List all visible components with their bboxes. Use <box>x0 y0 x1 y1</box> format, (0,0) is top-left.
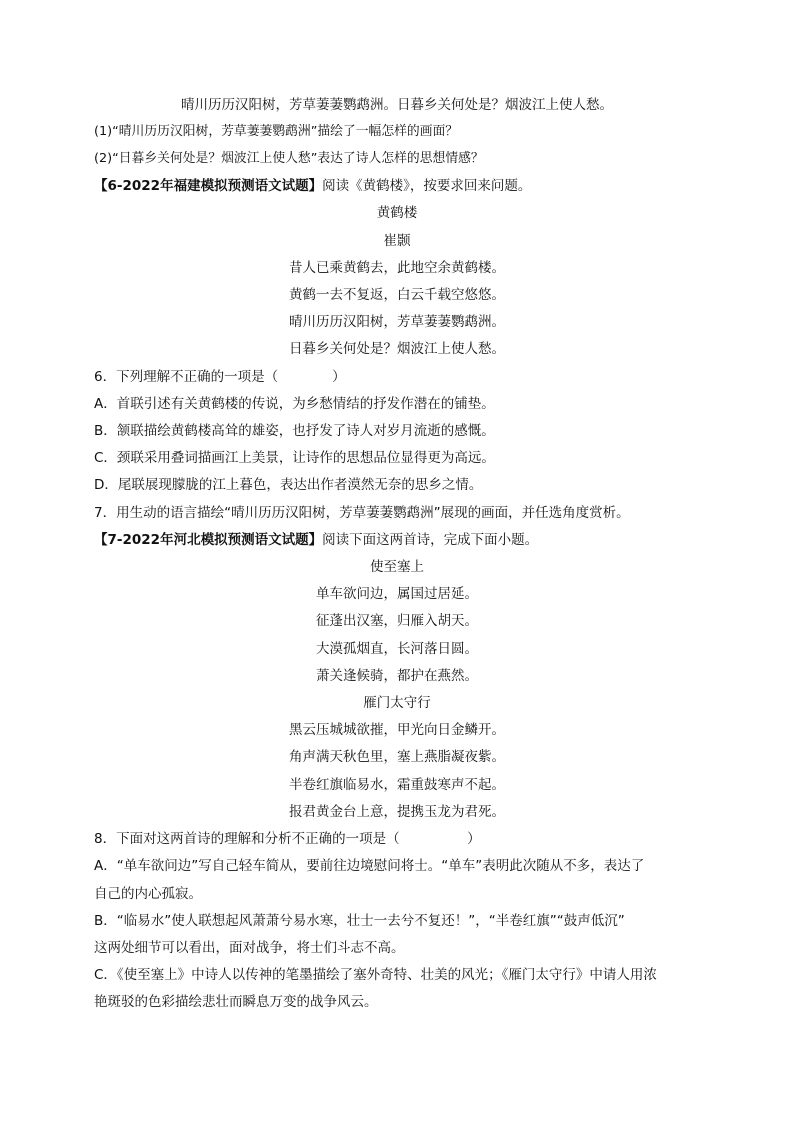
section-heading-6 <box>94 177 531 195</box>
option-b-line-1: B．“临易水”使人联想起风萧萧兮易水寒，壮士一去兮不复还！”，“半卷红旗”“鼓声低沉” <box>94 913 625 929</box>
poem-line: 角声满天秋色里，塞上燕脂凝夜紫。 <box>289 749 505 765</box>
section-heading-7 <box>94 531 538 549</box>
poem-line: 黄鹤一去不复返，白云千载空悠悠。 <box>289 287 505 303</box>
question-7: 7．用生动的语言描绘“晴川历历汉阳树，芳草萋萋鹦鹉洲”展现的画面，并任选角度赏析。 <box>94 505 630 521</box>
section-source-6: 【6-2022年福建模拟预测语文试题】 <box>94 178 323 194</box>
poem-line: 日暮乡关何处是？烟波江上使人愁。 <box>289 341 505 357</box>
section-instruction-6: 阅读《黄鹤楼》，按要求回来问题。 <box>322 178 532 194</box>
question-1: (1)“晴川历历汉阳树，芳草萋萋鹦鹉洲”描绘了一幅怎样的画面？ <box>94 124 459 139</box>
option-b: B．颔联描绘黄鹤楼高耸的雄姿，也抒发了诗人对岁月流逝的感慨。 <box>94 423 495 439</box>
option-c-line-1: C．《使至塞上》中诗人以传神的笔墨描绘了塞外奇特、壮美的风光；《雁门太守行》中请人用浓 <box>94 967 657 983</box>
poem-title-shizhisaishang: 使至塞上 <box>370 559 424 575</box>
poem-line: 大漠孤烟直，长河落日圆。 <box>316 641 478 657</box>
option-c: C．颈联采用叠词描画江上美景，让诗作的思想品位显得更为高远。 <box>94 450 495 466</box>
poem-line: 征蓬出汉塞，归雁入胡天。 <box>316 613 478 629</box>
question-6: 6．下列理解不正确的一项是（ ） <box>94 369 346 385</box>
poem-line: 报君黄金台上意，提携玉龙为君死。 <box>289 804 505 820</box>
section-source-7: 【7-2022年河北模拟预测语文试题】 <box>94 532 323 548</box>
poem-title-huanghelou: 黄鹤楼 <box>376 205 418 221</box>
option-a-line-2: 自己的内心孤寂。 <box>94 886 202 902</box>
poem-excerpt-line: 晴川历历汉阳树，芳草萋萋鹦鹉洲。日暮乡关何处是？烟波江上使人愁。 <box>181 97 613 113</box>
option-c-line-2: 艳斑驳的色彩描绘悲壮而瞬息万变的战争风云。 <box>94 994 378 1010</box>
poem-line: 昔人已乘黄鹤去，此地空余黄鹤楼。 <box>289 260 505 276</box>
option-d: D．尾联展现朦胧的江上暮色，表达出作者漠然无奈的思乡之情。 <box>94 477 483 493</box>
question-2: (2)“日暮乡关何处是？烟波江上使人愁”表达了诗人怎样的思想情感？ <box>94 151 484 166</box>
section-instruction-7: 阅读下面这两首诗，完成下面小题。 <box>322 532 539 548</box>
poem-line: 半卷红旗临易水，霜重鼓寒声不起。 <box>289 777 505 793</box>
poem-author: 崔颢 <box>383 233 411 249</box>
poem-line: 单车欲问边，属国过居延。 <box>316 586 478 602</box>
option-a-line-1: A．“单车欲问边”写自己轻车简从，要前往边境慰问将士。“单车”表明此次随从不多，表达了 <box>94 858 645 874</box>
option-a: A．首联引述有关黄鹤楼的传说，为乡愁情结的抒发作潜在的铺垫。 <box>94 396 495 412</box>
option-b-line-2: 这两处细节可以看出，面对战争，将士们斗志不高。 <box>94 940 405 956</box>
poem-title-yanmentaishouxing: 雁门太守行 <box>363 695 431 711</box>
poem-line: 黑云压城城欲摧，甲光向日金鳞开。 <box>289 722 505 738</box>
poem-line: 晴川历历汉阳树，芳草萋萋鹦鹉洲。 <box>289 314 505 330</box>
question-8: 8．下面对这两首诗的理解和分析不正确的一项是（ ） <box>94 831 481 847</box>
poem-line: 萧关逢候骑，都护在燕然。 <box>316 668 478 684</box>
